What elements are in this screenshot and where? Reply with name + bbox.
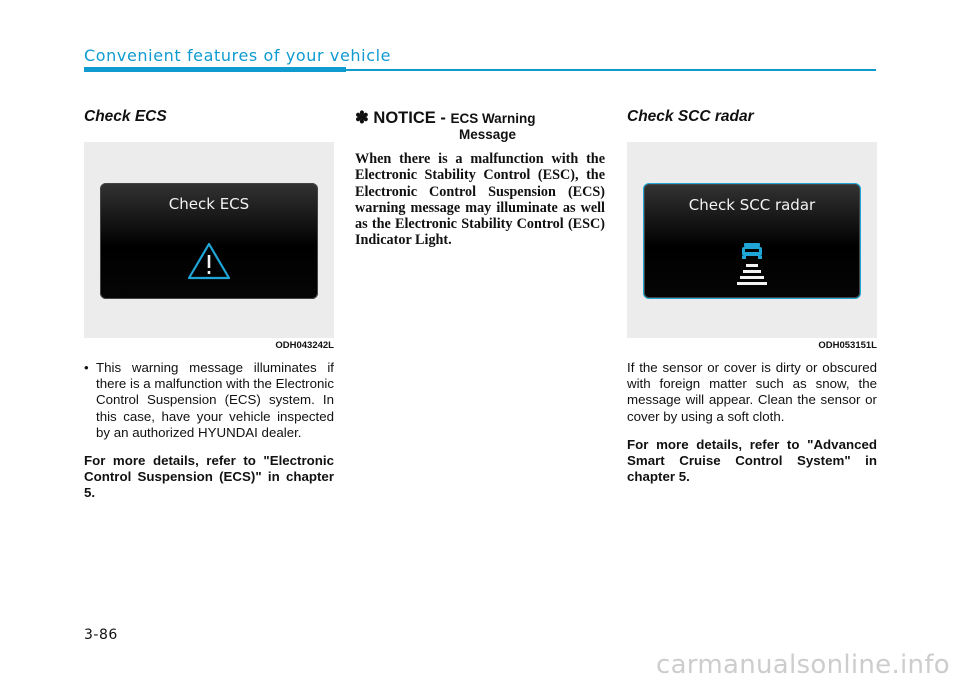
figure-code-ecs: ODH043242L (275, 340, 334, 351)
notice-body-text: When there is a malfunction with the Electronic Stability Control (ESC), the Electronic Control Suspension (ECS) warning message may illuminate as well as the Electronic Stability Control (ESC) Indicator Light. (355, 151, 605, 249)
notice-symbol: ✽ (355, 109, 369, 127)
warning-triangle-icon (186, 241, 232, 281)
page-number: 3-86 (84, 627, 118, 643)
cluster-display-ecs (100, 183, 318, 299)
figure-code-scc: ODH053151L (818, 340, 877, 351)
check-scc-title: Check SCC radar (627, 108, 754, 125)
bullet-dot: • (84, 360, 89, 375)
column-notice (355, 108, 605, 263)
scc-reference-text: For more details, refer to "Advanced Smart Cruise Control System" in chapter 5. (627, 436, 877, 485)
display-message-scc: Check SCC radar (688, 196, 816, 214)
display-message-ecs: Check ECS (168, 195, 250, 213)
ecs-bullet-item (84, 360, 334, 441)
watermark-text: carmanualsonline.info (655, 650, 950, 680)
ecs-reference-text: For more details, refer to "Electronic Control Suspension (ECS)" in chapter 5. (84, 453, 334, 501)
cluster-display-scc (643, 183, 861, 299)
radar-car-icon (737, 242, 767, 286)
section-header-title: Convenient features of your vehicle (84, 46, 392, 65)
notice-subtitle-line1: ECS Warning (450, 111, 536, 126)
notice-heading (355, 108, 605, 142)
header-rule-thick (84, 67, 346, 72)
column-check-ecs (84, 108, 334, 502)
notice-label: NOTICE - (373, 109, 446, 127)
check-scc-figure (627, 142, 877, 338)
check-ecs-title: Check ECS (84, 108, 167, 125)
ecs-bullet-text: This warning message illuminates if there is a malfunction with the Electronic Control Suspension (ECS) system. In this case, have your vehicle inspected by an authorized HYUNDAI dealer. (96, 360, 334, 440)
notice-subtitle-line2: Message (459, 127, 517, 142)
header-rule-thin (346, 69, 876, 71)
column-check-scc-radar (627, 108, 877, 485)
scc-body-text: If the sensor or cover is dirty or obscured with foreign matter such as snow, the message will appear. Clean the sensor or cover by using a soft cloth. (627, 360, 877, 424)
check-ecs-figure (84, 142, 334, 338)
